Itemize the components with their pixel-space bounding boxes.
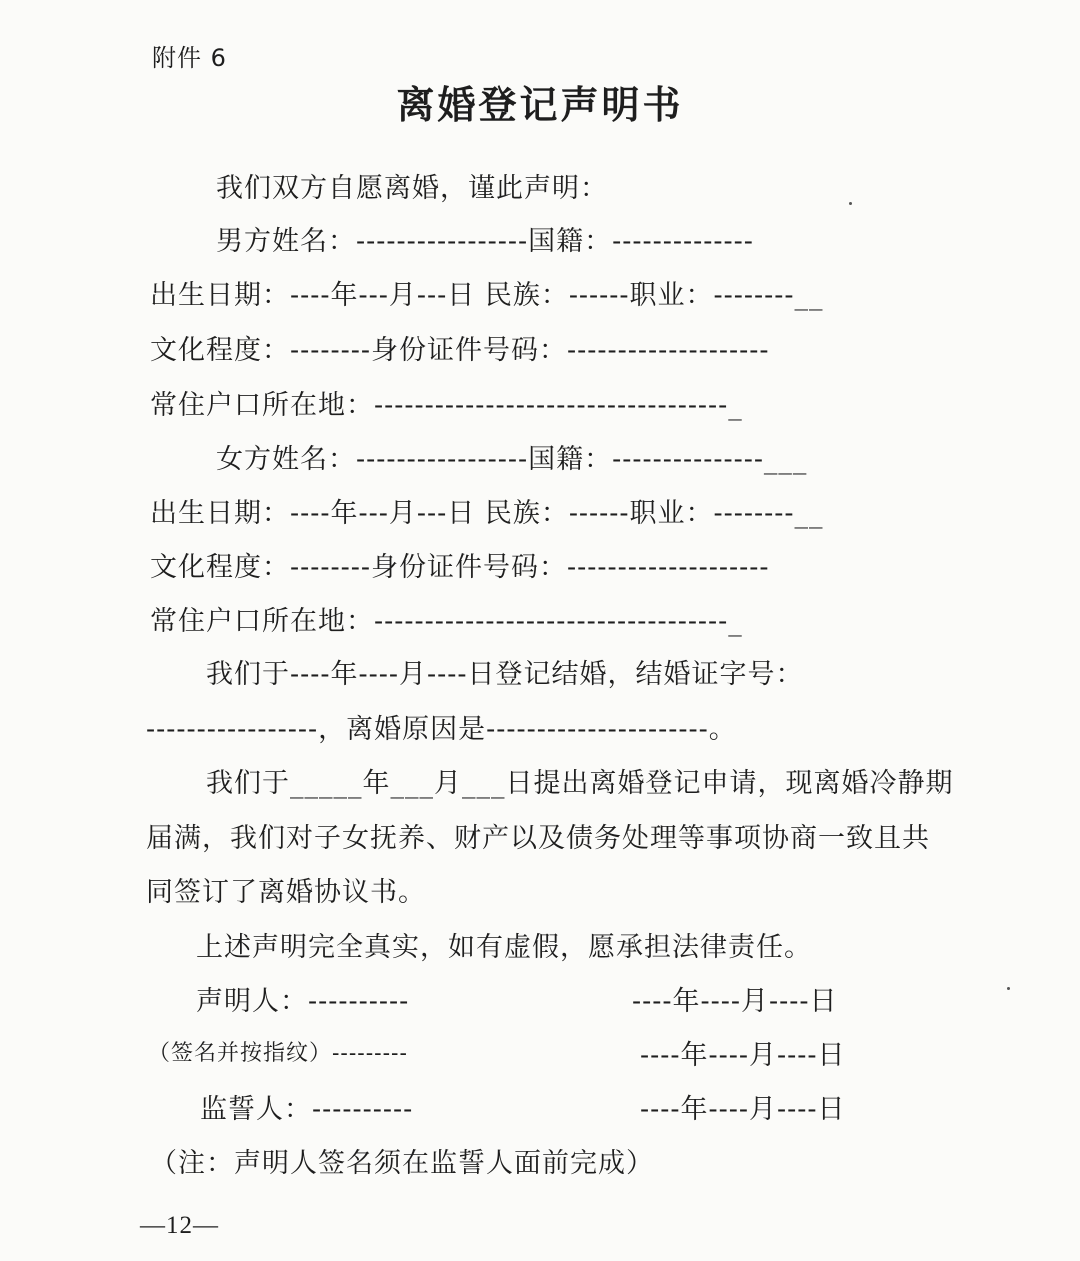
marriage-registration-line: 我们于----年----月----日登记结婚，结婚证字号：	[206, 659, 804, 690]
male-birth-line: 出生日期：----年---月---日 民族：------职业：--------__	[150, 280, 824, 311]
statement-line: 上述声明完全真实，如有虚假，愿承担法律责任。	[196, 932, 812, 963]
supervisor-date: ----年----月----日	[640, 1094, 846, 1125]
male-residence-line: 常住户口所在地：-----------------------------------_	[150, 390, 743, 421]
attachment-label: 附件 6	[152, 44, 227, 72]
male-education-line: 文化程度：--------身份证件号码：--------------------	[150, 335, 770, 366]
scan-speck	[849, 202, 852, 205]
page-number: —12—	[140, 1212, 219, 1239]
application-line-2: 届满，我们对子女抚养、财产以及债务处理等事项协商一致且共	[146, 823, 930, 854]
divorce-reason-line: -----------------，离婚原因是----------------------。	[146, 714, 737, 745]
application-line-1: 我们于_____年___月___日提出离婚登记申请，现离婚冷静期	[206, 768, 954, 799]
intro-line: 我们双方自愿离婚，谨此声明：	[216, 173, 608, 204]
female-birth-line: 出生日期：----年---月---日 民族：------职业：--------__	[150, 498, 824, 529]
female-education-line: 文化程度：--------身份证件号码：--------------------	[150, 552, 770, 583]
declarant-date: ----年----月----日	[632, 986, 838, 1017]
scan-speck	[1007, 987, 1010, 990]
signature-date: ----年----月----日	[640, 1040, 846, 1071]
application-line-3: 同签订了离婚协议书。	[146, 877, 426, 908]
note-line: （注：声明人签名须在监誓人面前完成）	[150, 1148, 654, 1179]
declarant-line: 声明人：----------	[196, 986, 410, 1017]
female-name-line: 女方姓名：-----------------国籍：---------------___	[216, 444, 808, 475]
male-name-line: 男方姓名：-----------------国籍：--------------	[216, 226, 754, 257]
female-residence-line: 常住户口所在地：-----------------------------------_	[150, 606, 743, 637]
signature-note-line: （签名并按指纹）---------	[148, 1041, 408, 1066]
supervisor-line: 监誓人：----------	[200, 1094, 414, 1125]
document-title: 离婚登记声明书	[396, 82, 684, 127]
